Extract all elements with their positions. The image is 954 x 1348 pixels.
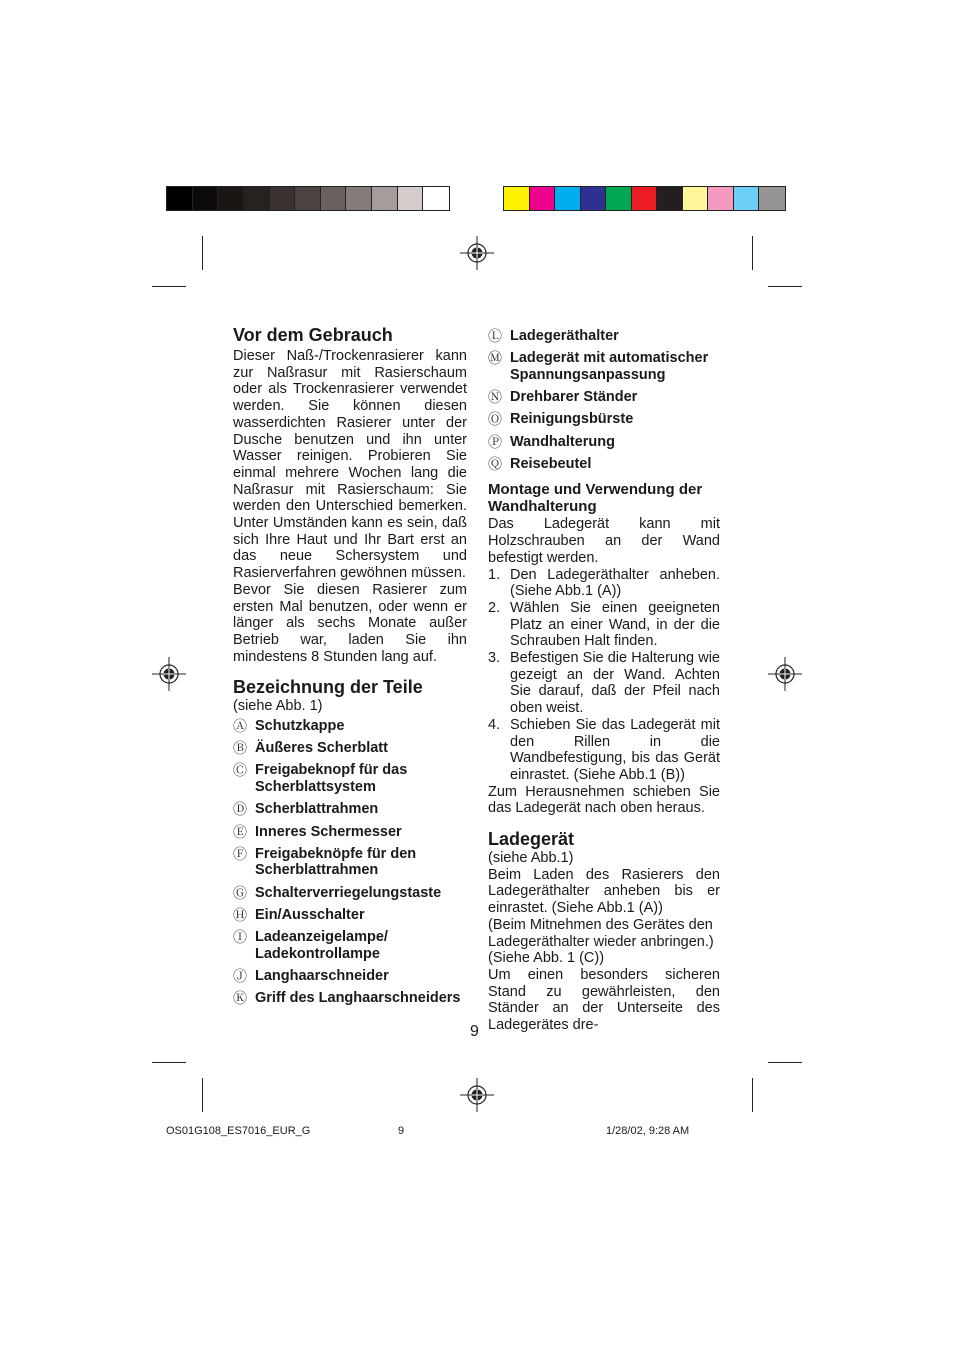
part-label: Ein/Ausschalter [255,906,365,923]
part-label: Scherblattrahmen [255,801,379,818]
registration-mark-icon [768,657,802,691]
step-item [488,650,720,717]
figure-reference: (siehe Abb. 1) [233,698,323,715]
part-letter: Ⓐ [233,718,247,735]
registration-mark-icon [460,1078,494,1112]
section-heading-vor-dem-gebrauch: Vor dem Gebrauch [233,325,393,345]
steps-list [488,567,720,784]
step-number: 2. [488,599,501,616]
part-item [488,328,720,345]
part-letter: Ⓠ [488,455,502,472]
step-text: Den Ladegeräthalter anheben. (Siehe Abb.1 (A)) [510,566,720,600]
page-number: 9 [470,1023,479,1040]
paragraph: Beim Laden des Rasierers den Ladegeräthalter anheben bis er einrastet. (Siehe Abb.1 (A)) [488,866,720,917]
part-letter: Ⓗ [233,906,247,923]
color-swatch [504,187,530,210]
color-swatch [423,187,449,210]
section-heading-bezeichnung-der-teile: Bezeichnung der Teile [233,677,423,698]
parts-list [488,328,720,472]
color-swatch [270,187,296,210]
part-item [233,718,467,735]
footer-filename: OS01G108_ES7016_EUR_G [166,1125,311,1137]
part-item [488,456,720,473]
crop-mark [152,286,186,287]
color-swatch [372,187,398,210]
part-item [233,824,467,841]
part-label: Inneres Schermesser [255,823,402,840]
part-item [233,801,467,818]
part-item [233,968,467,985]
part-label: Griff des Langhaarschneiders [255,990,461,1007]
part-label: Drehbarer Ständer [510,389,638,406]
crop-mark [768,1062,802,1063]
part-letter: Ⓒ [233,762,247,779]
step-item [488,600,720,650]
paragraph: Das Ladegerät kann mit Holzschrauben an der Wand befestigt werden. [488,516,720,566]
part-item [233,740,467,757]
step-text: Befestigen Sie die Halterung wie gezeigt an der Wand. Achten Sie darauf, daß der Pfeil nach oben weist. [510,650,720,717]
part-letter: Ⓞ [488,411,502,428]
paragraph: Bevor Sie diesen Rasierer zum ersten Mal benutzen, oder wenn er länger als sechs Monate außer Betrieb war, laden Sie ihn mindestens 8 Stunden lang auf. [233,581,467,665]
part-item [488,350,720,383]
part-letter: Ⓜ [488,350,502,367]
part-letter: Ⓘ [233,929,247,946]
color-swatch [759,187,785,210]
paragraph: Zum Herausnehmen schieben Sie das Ladegerät nach oben heraus. [488,783,720,817]
step-number: 3. [488,650,501,667]
part-label: Äußeres Scherblatt [255,740,388,757]
paragraph: Um einen besonders sicheren Stand zu gewährleisten, den Ständer an der Unterseite des Ladegerätes dre- [488,967,720,1034]
part-label: Freigabeknöpfe für den Scherblattrahmen [255,845,417,879]
section-heading-montage-wandhalterung: Montage und Verwendung der Wandhalterung [488,481,703,516]
part-letter: Ⓕ [233,845,247,862]
color-swatch [581,187,607,210]
paragraph: (Beim Mitnehmen des Gerätes den Ladegeräthalter wieder anbringen.) (Siehe Abb. 1 (C)) [488,916,714,967]
part-letter: Ⓟ [488,433,502,450]
registration-mark-icon [152,657,186,691]
part-label: Wandhalterung [510,433,615,450]
parts-list [233,718,467,1007]
part-item [233,762,467,795]
part-item [233,929,467,962]
part-label: Ladegeräthalter [510,328,619,344]
section-heading-ladegeraet: Ladegerät [488,829,575,850]
color-swatch [193,187,219,210]
part-item [488,434,720,451]
part-item [488,389,720,406]
crop-mark [752,236,753,270]
step-item [488,717,720,784]
step-text: Wählen Sie einen geeigneten Platz an einer Wand, in der die Schrauben Halt finden. [510,599,720,650]
right-column [488,328,720,1034]
part-label: Ladegerät mit automatischer Spannungsanpassung [510,350,709,383]
part-letter: Ⓓ [233,801,247,818]
part-label: Freigabeknopf für das Scherblattsystem [255,762,408,796]
step-number: 1. [488,566,501,583]
color-swatch [708,187,734,210]
color-swatch [632,187,658,210]
color-swatch [167,187,193,210]
color-swatch [606,187,632,210]
color-swatch [555,187,581,210]
color-swatch [398,187,424,210]
color-calibration-bar [503,186,786,211]
part-item [233,885,467,902]
figure-reference: (siehe Abb.1) [488,850,574,867]
color-swatch [734,187,760,210]
crop-mark [152,1062,186,1063]
color-swatch [218,187,244,210]
crop-mark [752,1078,753,1112]
step-text: Schieben Sie das Ladegerät mit den Rillen in die Wandbefestigung, bis das Gerät einrastet. (Siehe Abb.1 (B)) [510,716,720,783]
color-swatch [244,187,270,210]
part-item [488,411,720,428]
part-letter: Ⓙ [233,968,247,984]
part-letter: Ⓖ [233,884,247,901]
color-swatch [295,187,321,210]
part-label: Reisebeutel [510,455,592,472]
part-item [233,990,467,1007]
part-label: Reinigungsbürste [510,411,634,428]
part-label: Ladeanzeigelampe/ Ladekontrollampe [255,929,388,962]
crop-mark [202,1078,203,1112]
part-letter: Ⓛ [488,328,502,344]
color-swatch [346,187,372,210]
step-number: 4. [488,716,501,733]
crop-mark [768,286,802,287]
crop-mark [202,236,203,270]
color-swatch [657,187,683,210]
color-swatch [321,187,347,210]
paragraph: Dieser Naß-/Trockenrasierer kann zur Naßrasur mit Rasierschaum oder als Trockenrasierer verwendet werden. Sie können diesen wasserdichten Rasierer unter der Dusche benutzen und ihn unter Wasser reinigen. Probieren Sie einmal mehrere Wochen lang die Naßrasur mit Rasierschaum: Sie werden den Unterschied bemerken. Unter Umständen kann es sein, daß sich Ihre Haut und Ihr Bart erst an das neue Schersystem und Rasierverfahren gewöhnen müssen. [233,348,467,582]
part-label: Schutzkappe [255,718,345,735]
left-column [233,325,467,1012]
part-item [233,846,467,879]
registration-mark-icon [460,236,494,270]
grayscale-calibration-bar [166,186,450,211]
color-swatch [530,187,556,210]
part-item [233,907,467,924]
part-letter: Ⓑ [233,740,247,757]
part-label: Langhaarschneider [255,968,389,984]
color-swatch [683,187,709,210]
footer-date: 1/28/02, 9:28 AM [606,1125,690,1137]
part-letter: Ⓚ [233,990,247,1007]
part-letter: Ⓝ [488,389,502,406]
part-label: Schalterverriegelungstaste [255,884,442,901]
step-item [488,567,720,600]
footer-page: 9 [398,1125,405,1137]
part-letter: Ⓔ [233,823,247,840]
